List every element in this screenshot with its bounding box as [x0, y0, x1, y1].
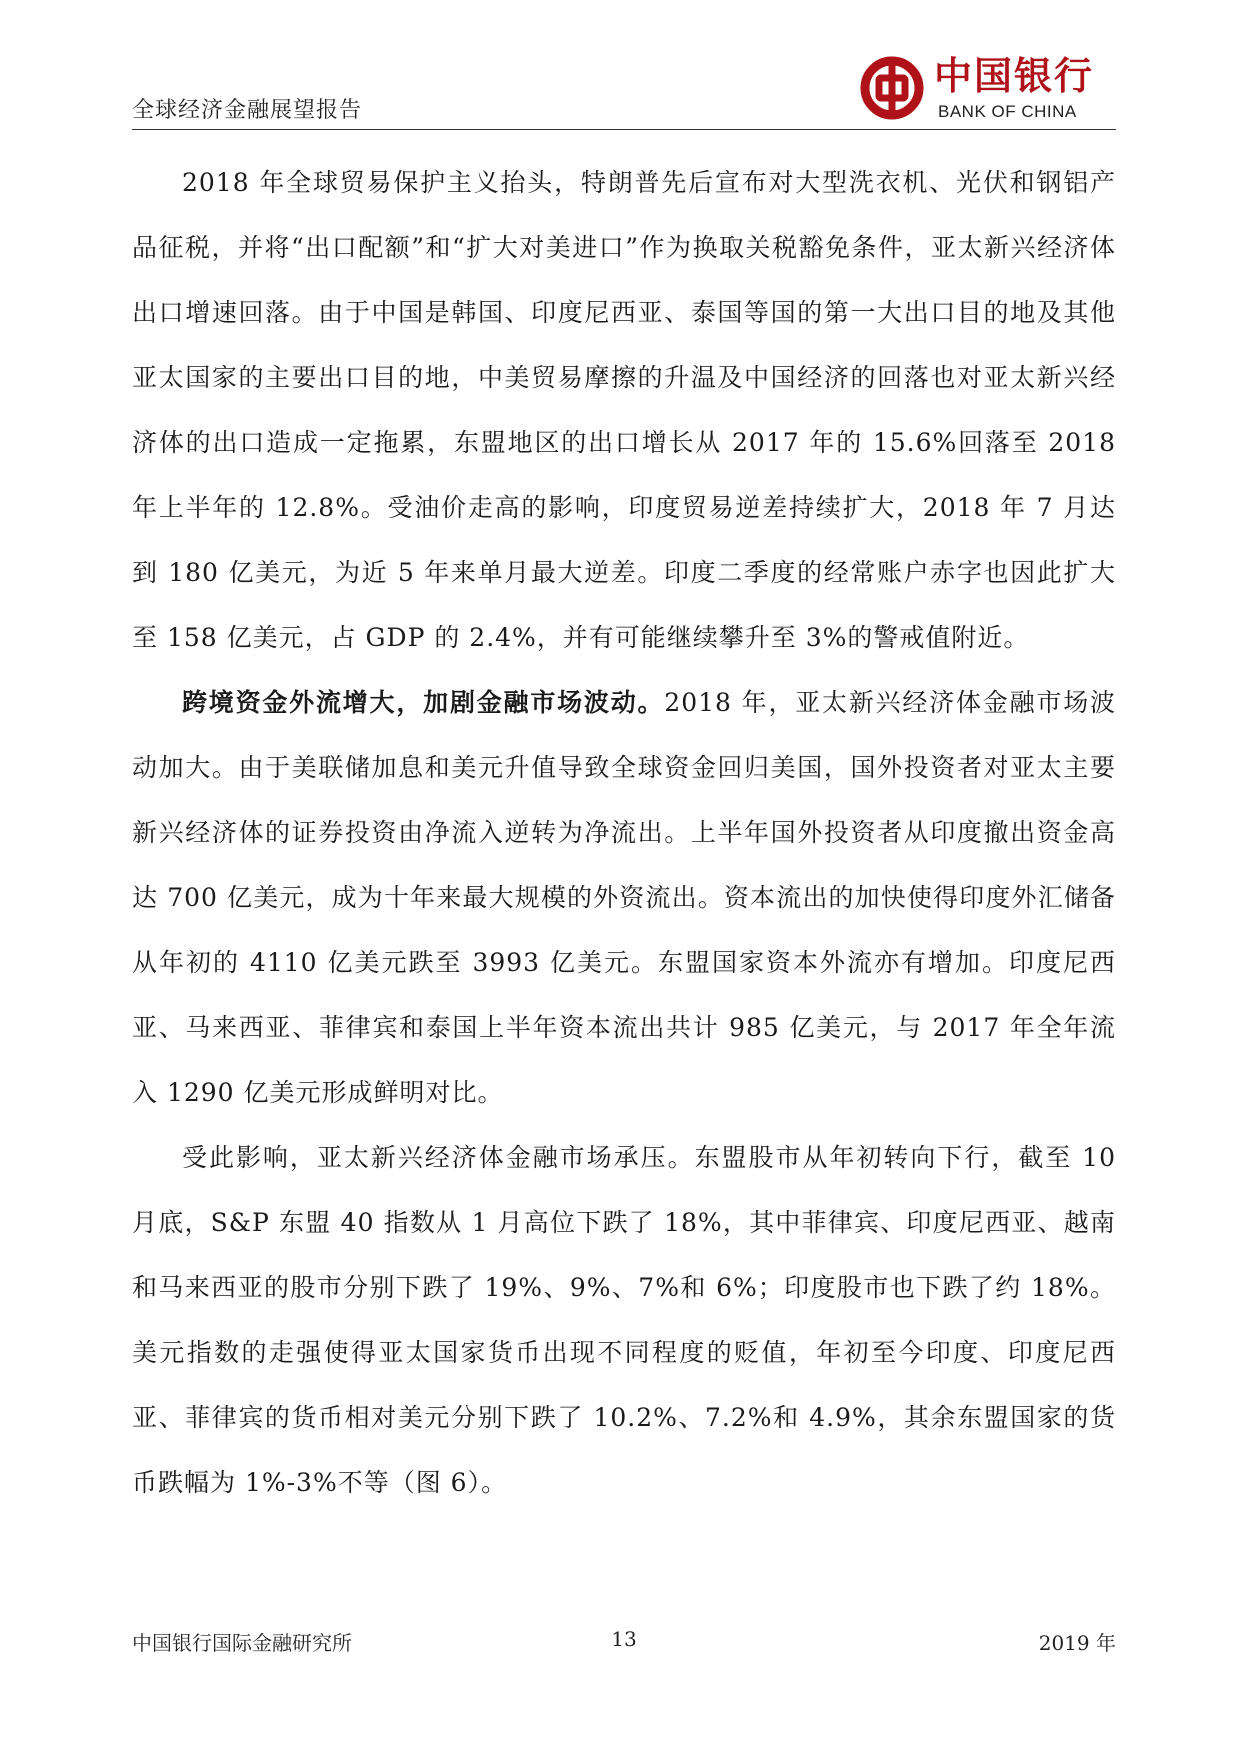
footer-year: 2019 年 [1038, 1631, 1116, 1655]
page-footer [132, 1627, 1116, 1657]
paragraph-2-heading: 跨境资金外流增大，加剧金融市场波动。 [182, 688, 665, 717]
footer-organization: 中国银行国际金融研究所 [132, 1631, 352, 1655]
report-title: 全球经济金融展望报告 [132, 98, 363, 123]
bank-logo [860, 52, 1104, 124]
logo-chinese-text: 中国银行 [934, 53, 1095, 98]
main-content [132, 150, 1116, 1515]
paragraph-3-text: 受此影响，亚太新兴经济体金融市场承压。东盟股市从年初转向下行，截至 10 月底，S&P 东盟 40 指数从 1 月高位下跌了 18%，其中菲律宾、印度尼西亚、越南和马来西亚的股市分别下跌了 19%、9%、7%和 6%；印度股市也下跌了约 18%。美元指数的走强使得亚太国家货币出现不同程度的贬值，年初至今印度、印度尼西亚、菲律宾的货币相对美元分别下跌了 10.2%、7.2%和 4.9%，其余东盟国家的货币跌幅为 1%-3%不等（图 6）。 [132, 1143, 1116, 1497]
header-divider [132, 129, 1116, 130]
bank-of-china-emblem-icon [860, 56, 924, 120]
paragraph-1-text: 2018 年全球贸易保护主义抬头，特朗普先后宣布对大型洗衣机、光伏和钢铝产品征税，并将“出口配额”和“扩大对美进口”作为换取关税豁免条件，亚太新兴经济体出口增速回落。由于中国是韩国、印度尼西亚、泰国等国的第一大出口目的地及其他亚太国家的主要出口目的地，中美贸易摩擦的升温及中国经济的回落也对亚太新兴经济体的出口造成一定拖累，东盟地区的出口增长从 2017 年的 15.6%回落至 2018 年上半年的 12.8%。受油价走高的影响，印度贸易逆差持续扩大，2018 年 7 月达到 180 亿美元，为近 5 年来单月最大逆差。印度二季度的经常账户赤字也因此扩大至 158 亿美元，占 GDP 的 2.4%，并有可能继续攀升至 3%的警戒值附近。 [132, 168, 1116, 652]
paragraph-1 [132, 150, 1116, 670]
page-header [132, 38, 1116, 130]
paragraph-3 [132, 1125, 1116, 1515]
paragraph-2 [132, 670, 1116, 1125]
paragraph-2-text: 2018 年，亚太新兴经济体金融市场波动加大。由于美联储加息和美元升值导致全球资金回归美国，国外投资者对亚太主要新兴经济体的证券投资由净流入逆转为净流出。上半年国外投资者从印度撤出资金高达 700 亿美元，成为十年来最大规模的外资流出。资本流出的加快使得印度外汇储备从年初的 4110 亿美元跌至 3993 亿美元。东盟国家资本外流亦有增加。印度尼西亚、马来西亚、菲律宾和泰国上半年资本流出共计 985 亿美元，与 2017 年全年流入 1290 亿美元形成鲜明对比。 [132, 688, 1116, 1107]
logo-english-text: BANK OF CHINA [938, 102, 1077, 121]
page-number: 13 [611, 1627, 637, 1651]
